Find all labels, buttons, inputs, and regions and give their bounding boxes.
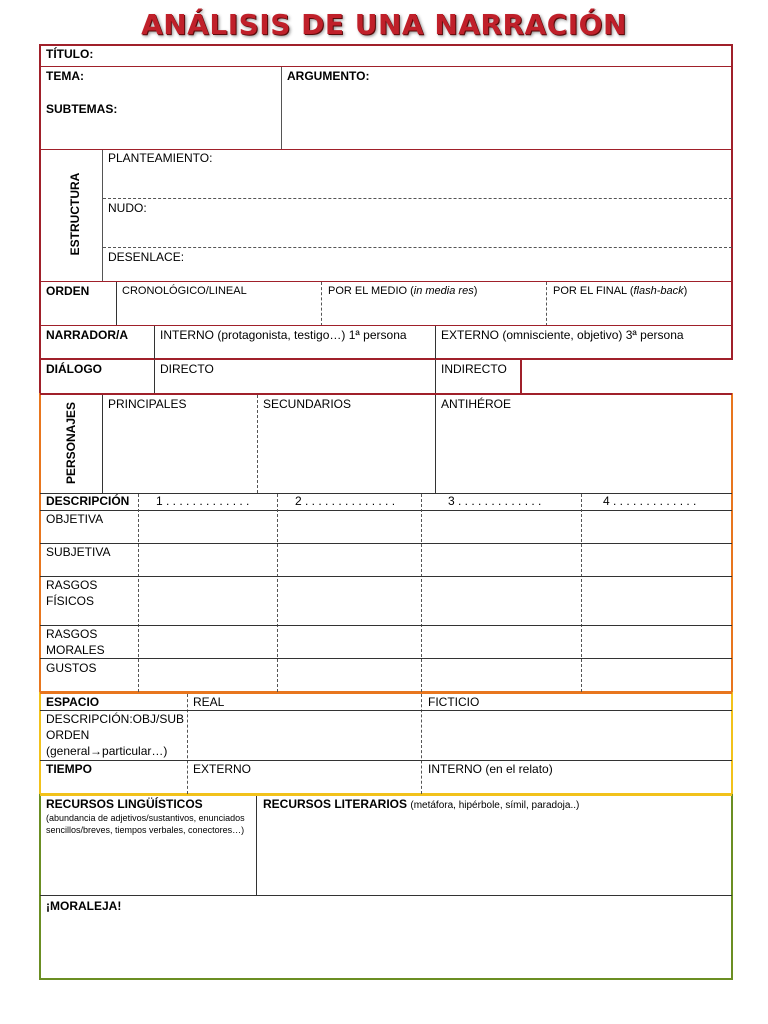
descripcion-col-1: 1 . . . . . . . . . . . . . (156, 494, 250, 508)
espacio-ficticio: FICTICIO (428, 695, 480, 709)
descripcion-subjetiva: SUBJETIVA (46, 545, 111, 559)
planteamiento-label: PLANTEAMIENTO: (108, 151, 213, 165)
orden-label: ORDEN (46, 284, 90, 298)
orden-final: POR EL FINAL (flash-back) (553, 285, 688, 297)
personajes-secundarios: SECUNDARIOS (263, 397, 352, 411)
personajes-label: PERSONAJES (64, 401, 78, 485)
recursos-linguisticos-label: RECURSOS LINGÜÍSTICOS (46, 797, 203, 811)
recursos-literarios: RECURSOS LITERARIOS (metáfora, hipérbole, símil, paradoja..) (263, 797, 580, 811)
espacio-desc-1: DESCRIPCIÓN:OBJ/SUB (46, 712, 185, 726)
tiempo-externo: EXTERNO (193, 762, 252, 776)
argumento-label: ARGUMENTO: (287, 69, 370, 83)
rasgos-morales-1: RASGOS (46, 627, 98, 641)
rasgos-fisicos-2: FÍSICOS (46, 594, 95, 608)
tiempo-label: TIEMPO (46, 762, 93, 776)
dialogo-label: DIÁLOGO (46, 362, 102, 376)
descripcion-col-4: 4 . . . . . . . . . . . . . (603, 494, 697, 508)
narrador-externo: EXTERNO (omnisciente, objetivo) 3ª persona (441, 328, 684, 342)
descripcion-col-3: 3 . . . . . . . . . . . . . (448, 494, 542, 508)
dialogo-directo: DIRECTO (160, 362, 214, 376)
espacio-desc-2: ORDEN (46, 728, 90, 742)
estructura-label: ESTRUCTURA (68, 172, 82, 256)
subtemas-label: SUBTEMAS: (46, 102, 118, 116)
titulo-label: TÍTULO: (46, 47, 94, 61)
moraleja-label: ¡MORALEJA! (46, 899, 122, 913)
descripcion-gustos: GUSTOS (46, 661, 97, 675)
espacio-real: REAL (193, 695, 225, 709)
narrador-interno: INTERNO (protagonista, testigo…) 1ª persona (160, 328, 407, 342)
dialogo-indirecto: INDIRECTO (441, 362, 507, 376)
tiempo-interno: INTERNO (en el relato) (428, 762, 553, 776)
personajes-antiheroe: ANTIHÉROE (441, 397, 512, 411)
orden-medio: POR EL MEDIO (in media res) (328, 285, 478, 297)
personajes-principales: PRINCIPALES (108, 397, 187, 411)
descripcion-objetiva: OBJETIVA (46, 512, 104, 526)
orden-cronologico: CRONOLÓGICO/LINEAL (122, 285, 247, 297)
tema-label: TEMA: (46, 69, 84, 83)
rasgos-fisicos-1: RASGOS (46, 578, 98, 592)
rasgos-morales-2: MORALES (46, 643, 105, 657)
recursos-linguisticos-detail: (abundancia de adjetivos/sustantivos, enunciados sencillos/breves, tiempos verbales, conectores…) (46, 813, 245, 835)
narrador-label: NARRADOR/A (46, 328, 128, 342)
nudo-label: NUDO: (108, 201, 147, 215)
descripcion-label: DESCRIPCIÓN (46, 494, 130, 508)
desenlace-label: DESENLACE: (108, 250, 185, 264)
descripcion-col-2: 2 . . . . . . . . . . . . . . (295, 494, 396, 508)
page-title: ANÁLISIS DE UNA NARRACIÓN (141, 8, 627, 41)
espacio-label: ESPACIO (46, 695, 100, 709)
espacio-desc-3: (general→particular…) (46, 744, 168, 758)
